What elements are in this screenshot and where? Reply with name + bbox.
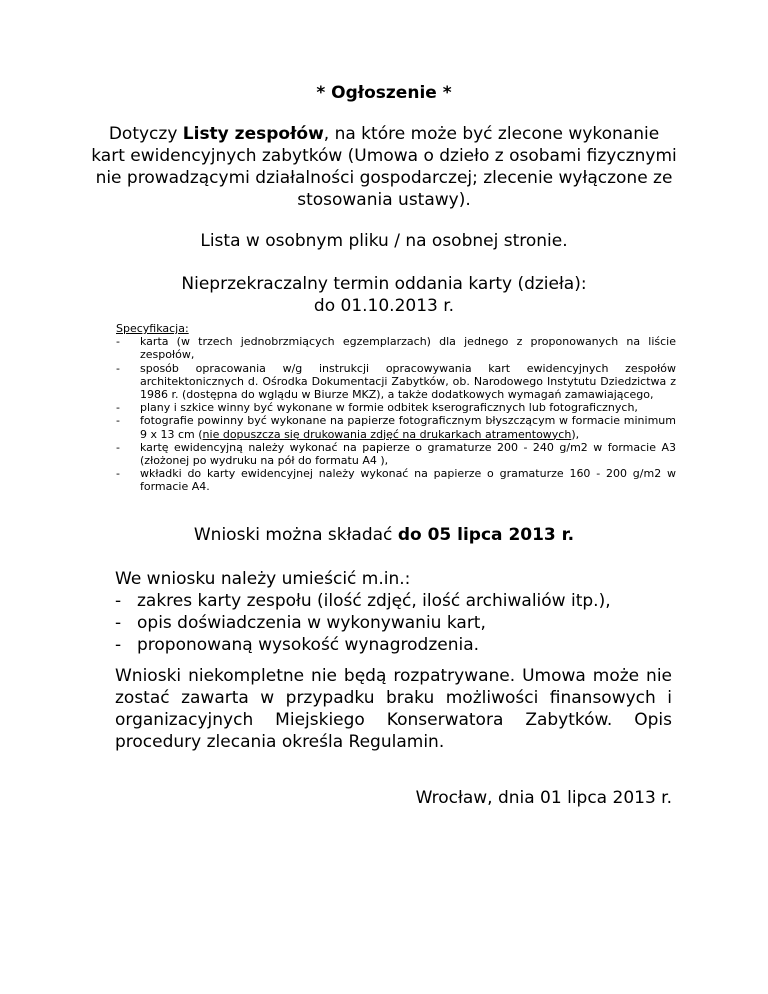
note-paragraph: Wnioski niekompletne nie będą rozpatrywane. Umowa może nie zostać zawarta w przypadku braku możliwości finansowych i organizacyjnych Miejskiego Konserwatora Zabytków. Opis procedury zlecania określa Regulamin. bbox=[115, 666, 672, 752]
list-item bbox=[116, 335, 676, 361]
intro-suffix: , na które może być zlecone wykonanie kart ewidencyjnych zabytków (Umowa o dzieło z osobami fizycznymi nie prowadzącymi działalności gospodarczej; zlecenie wyłączone ze stosowania ustawy). bbox=[91, 124, 677, 210]
list-item bbox=[115, 634, 675, 656]
place-date-signoff: Wrocław, dnia 01 lipca 2013 r. bbox=[415, 788, 672, 808]
dash-bullet: - bbox=[116, 467, 120, 481]
list-item bbox=[116, 441, 676, 467]
dash-bullet: - bbox=[116, 361, 120, 375]
requirements-list bbox=[115, 590, 675, 656]
deadline-block bbox=[90, 273, 678, 317]
specification-heading: Specyfikacja: bbox=[116, 322, 189, 335]
spec-item-text: ), bbox=[571, 427, 580, 441]
spec-item-text: karta (w trzech jednobrzmiących egzemplarzach) dla jednego z proponowanych na liście zespołów, bbox=[140, 335, 676, 362]
application-prefix: Wnioski można składać bbox=[193, 525, 398, 545]
dash-bullet: - bbox=[116, 414, 120, 428]
dash-bullet: - bbox=[116, 440, 120, 454]
spec-item-text: kartę ewidencyjną należy wykonać na papierze o gramaturze 200 - 240 g/m2 w formacie A3 (złożonej po wydruku na pół do formatu A4 ), bbox=[140, 440, 676, 468]
requirements-section bbox=[115, 568, 675, 656]
requirements-heading: We wniosku należy umieścić m.in.: bbox=[115, 569, 411, 589]
list-item bbox=[116, 467, 676, 493]
list-item bbox=[116, 414, 676, 440]
list-item bbox=[116, 401, 676, 414]
deadline-line-1: Nieprzekraczalny termin oddania karty (dzieła): bbox=[181, 274, 587, 294]
dash-bullet: - bbox=[115, 591, 122, 611]
intro-bold: Listy zespołów bbox=[182, 124, 324, 144]
application-date: do 05 lipca 2013 r. bbox=[397, 525, 575, 545]
dash-bullet: - bbox=[116, 335, 120, 349]
dash-bullet: - bbox=[115, 635, 122, 655]
specification-section bbox=[116, 322, 676, 494]
spec-item-text: wkładki do karty ewidencyjnej należy wykonać na papierze o gramaturze 160 - 200 g/m2 w formacie A4. bbox=[140, 467, 676, 494]
list-item bbox=[115, 612, 675, 634]
dash-bullet: - bbox=[116, 401, 120, 415]
intro-prefix: Dotyczy bbox=[108, 124, 183, 144]
deadline-line-2: do 01.10.2013 r. bbox=[313, 296, 455, 316]
list-item bbox=[115, 590, 675, 612]
intro-paragraph bbox=[90, 123, 678, 211]
requirement-text: opis doświadczenia w wykonywaniu kart, bbox=[137, 613, 486, 633]
spec-item-text: fotografie powinny być wykonane na papierze fotograficznym błyszczącym w formacie minimum 9 x 13 cm ( bbox=[140, 414, 676, 441]
spec-item-text: plany i szkice winny być wykonane w formie odbitek kserograficznych lub fotograficznych, bbox=[140, 401, 638, 415]
application-deadline bbox=[0, 525, 768, 545]
spec-item-text: sposób opracowania w/g instrukcji opracowywania kart ewidencyjnych zespołów architektonicznych d. Ośrodka Dokumentacji Zabytków, ob. Narodowego Instytutu Dziedzictwa z 1986 r. (dostępna do wglądu w Biurze MKZ), a także dodatkowych wymagań zamawiającego, bbox=[140, 361, 676, 402]
announcement-title: * Ogłoszenie * bbox=[316, 83, 452, 103]
requirement-text: proponowaną wysokość wynagrodzenia. bbox=[137, 635, 480, 655]
list-item bbox=[116, 362, 676, 402]
list-info: Lista w osobnym pliku / na osobnej stronie. bbox=[200, 231, 568, 251]
spec-item-underlined: nie dopuszcza się drukowania zdjęć na drukarkach atramentowych bbox=[202, 427, 572, 441]
dash-bullet: - bbox=[115, 613, 122, 633]
specification-list bbox=[116, 335, 676, 493]
requirement-text: zakres karty zespołu (ilość zdjęć, ilość archiwaliów itp.), bbox=[137, 591, 611, 611]
